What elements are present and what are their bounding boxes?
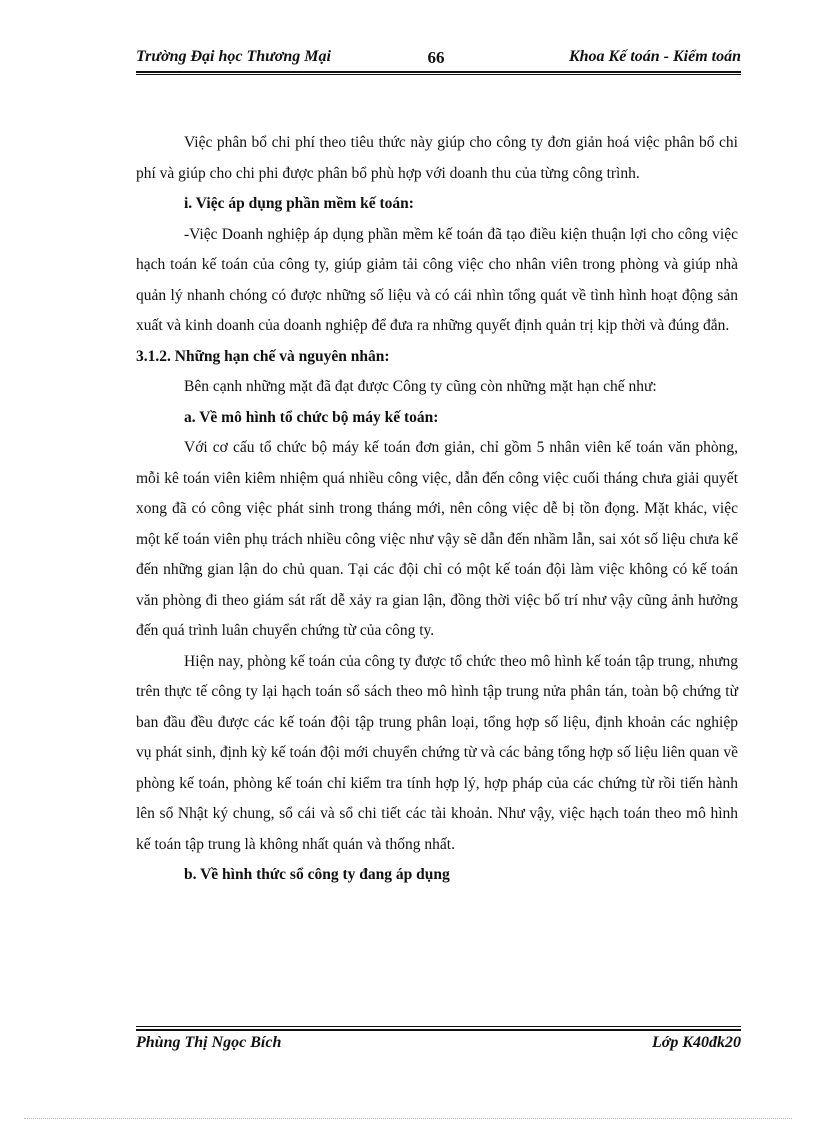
paragraph: Bên cạnh những mặt đã đạt được Công ty cũng còn những mặt hạn chế như: [184, 378, 657, 395]
header-rule-thin [136, 74, 741, 75]
page-header [136, 46, 741, 74]
footer-rule-thick [136, 1029, 741, 1031]
footer-class: Lớp K40đk20 [651, 1034, 741, 1051]
page-bottom-dotted-line [24, 1118, 792, 1119]
header-faculty: Khoa Kế toán - Kiểm toán [568, 48, 741, 65]
paragraph: Với cơ cấu tổ chức bộ máy kế toán đơn giản, chỉ gồm 5 nhân viên kế toán văn phòng, mỗi kê toán viên kiêm nhiệm quá nhiều công việc, dẫn đến công việc cuối tháng chưa giải quyết xong đã có công việc phát sinh trong tháng mới, nên công việc dễ bị tồn đọng. Mặt khác, việc một kế toán viên phụ trách nhiều công việc như vậy sẽ dẫn đến nhầm lẫn, sai xót số liệu chưa kể đến những gian lận do chủ quan. Tại các đội chỉ có một kế toán đội làm việc không có kế toán văn phòng đi theo giám sát rất dễ xảy ra gian lận, đồng thời việc bố trí như vậy cũng ảnh hưởng đến quá trình luân chuyển chứng từ của công ty. [136, 439, 738, 639]
page-footer [136, 1034, 741, 1058]
header-university: Trường Đại học Thương Mại [136, 48, 331, 65]
page-number: 66 [427, 48, 445, 67]
document-body [136, 128, 738, 891]
section-heading: a. Về mô hình tổ chức bộ máy kế toán: [184, 408, 439, 426]
footer-rule-thin [136, 1026, 741, 1027]
paragraph: -Việc Doanh nghiệp áp dụng phần mềm kế toán đã tạo điều kiện thuận lợi cho công việc hạch toán kế toán của công ty, giúp giảm tải công việc cho nhân viên trong phòng và giúp nhà quản lý nhanh chóng có được những số liệu và có cái nhìn tổng quát về tình hình hoạt động sản xuất và kinh doanh của doanh nghiệp để đưa ra những quyết định quản trị kịp thời và đúng đắn. [136, 225, 738, 334]
section-heading: b. Về hình thức sổ công ty đang áp dụng [184, 866, 450, 883]
section-heading: 3.1.2. Những hạn chế và nguyên nhân: [136, 347, 390, 365]
paragraph: Việc phân bổ chi phí theo tiêu thức này giúp cho công ty đơn giản hoá việc phân bổ chi phí và giúp cho chi phi được phân bổ phù hợp với doanh thu của từng công trình. [136, 134, 738, 182]
header-rule-thick [136, 71, 741, 73]
paragraph: Hiện nay, phòng kế toán của công ty được tổ chức theo mô hình kế toán tập trung, nhưng trên thực tế công ty lại hạch toán sổ sách theo mô hình tập trung nửa phân tán, toàn bộ chứng từ ban đầu đều được các kế toán đội tập trung phân loại, tổng hợp số liệu, định khoản các nghiệp vụ phát sinh, định kỳ kế toán đội mới chuyển chứng từ và các bảng tổng hợp số liệu liên quan về phòng kế toán, phòng kế toán chỉ kiểm tra tính hợp lý, hợp pháp của các chứng từ rồi tiến hành lên sổ Nhật ký chung, sổ cái và sổ chi tiết các tài khoản. Như vậy, việc hạch toán theo mô hình kế toán tập trung là không nhất quán và thống nhất. [136, 652, 738, 853]
footer-author: Phùng Thị Ngọc Bích [136, 1034, 282, 1051]
section-heading: i. Việc áp dụng phần mềm kế toán: [184, 195, 414, 212]
